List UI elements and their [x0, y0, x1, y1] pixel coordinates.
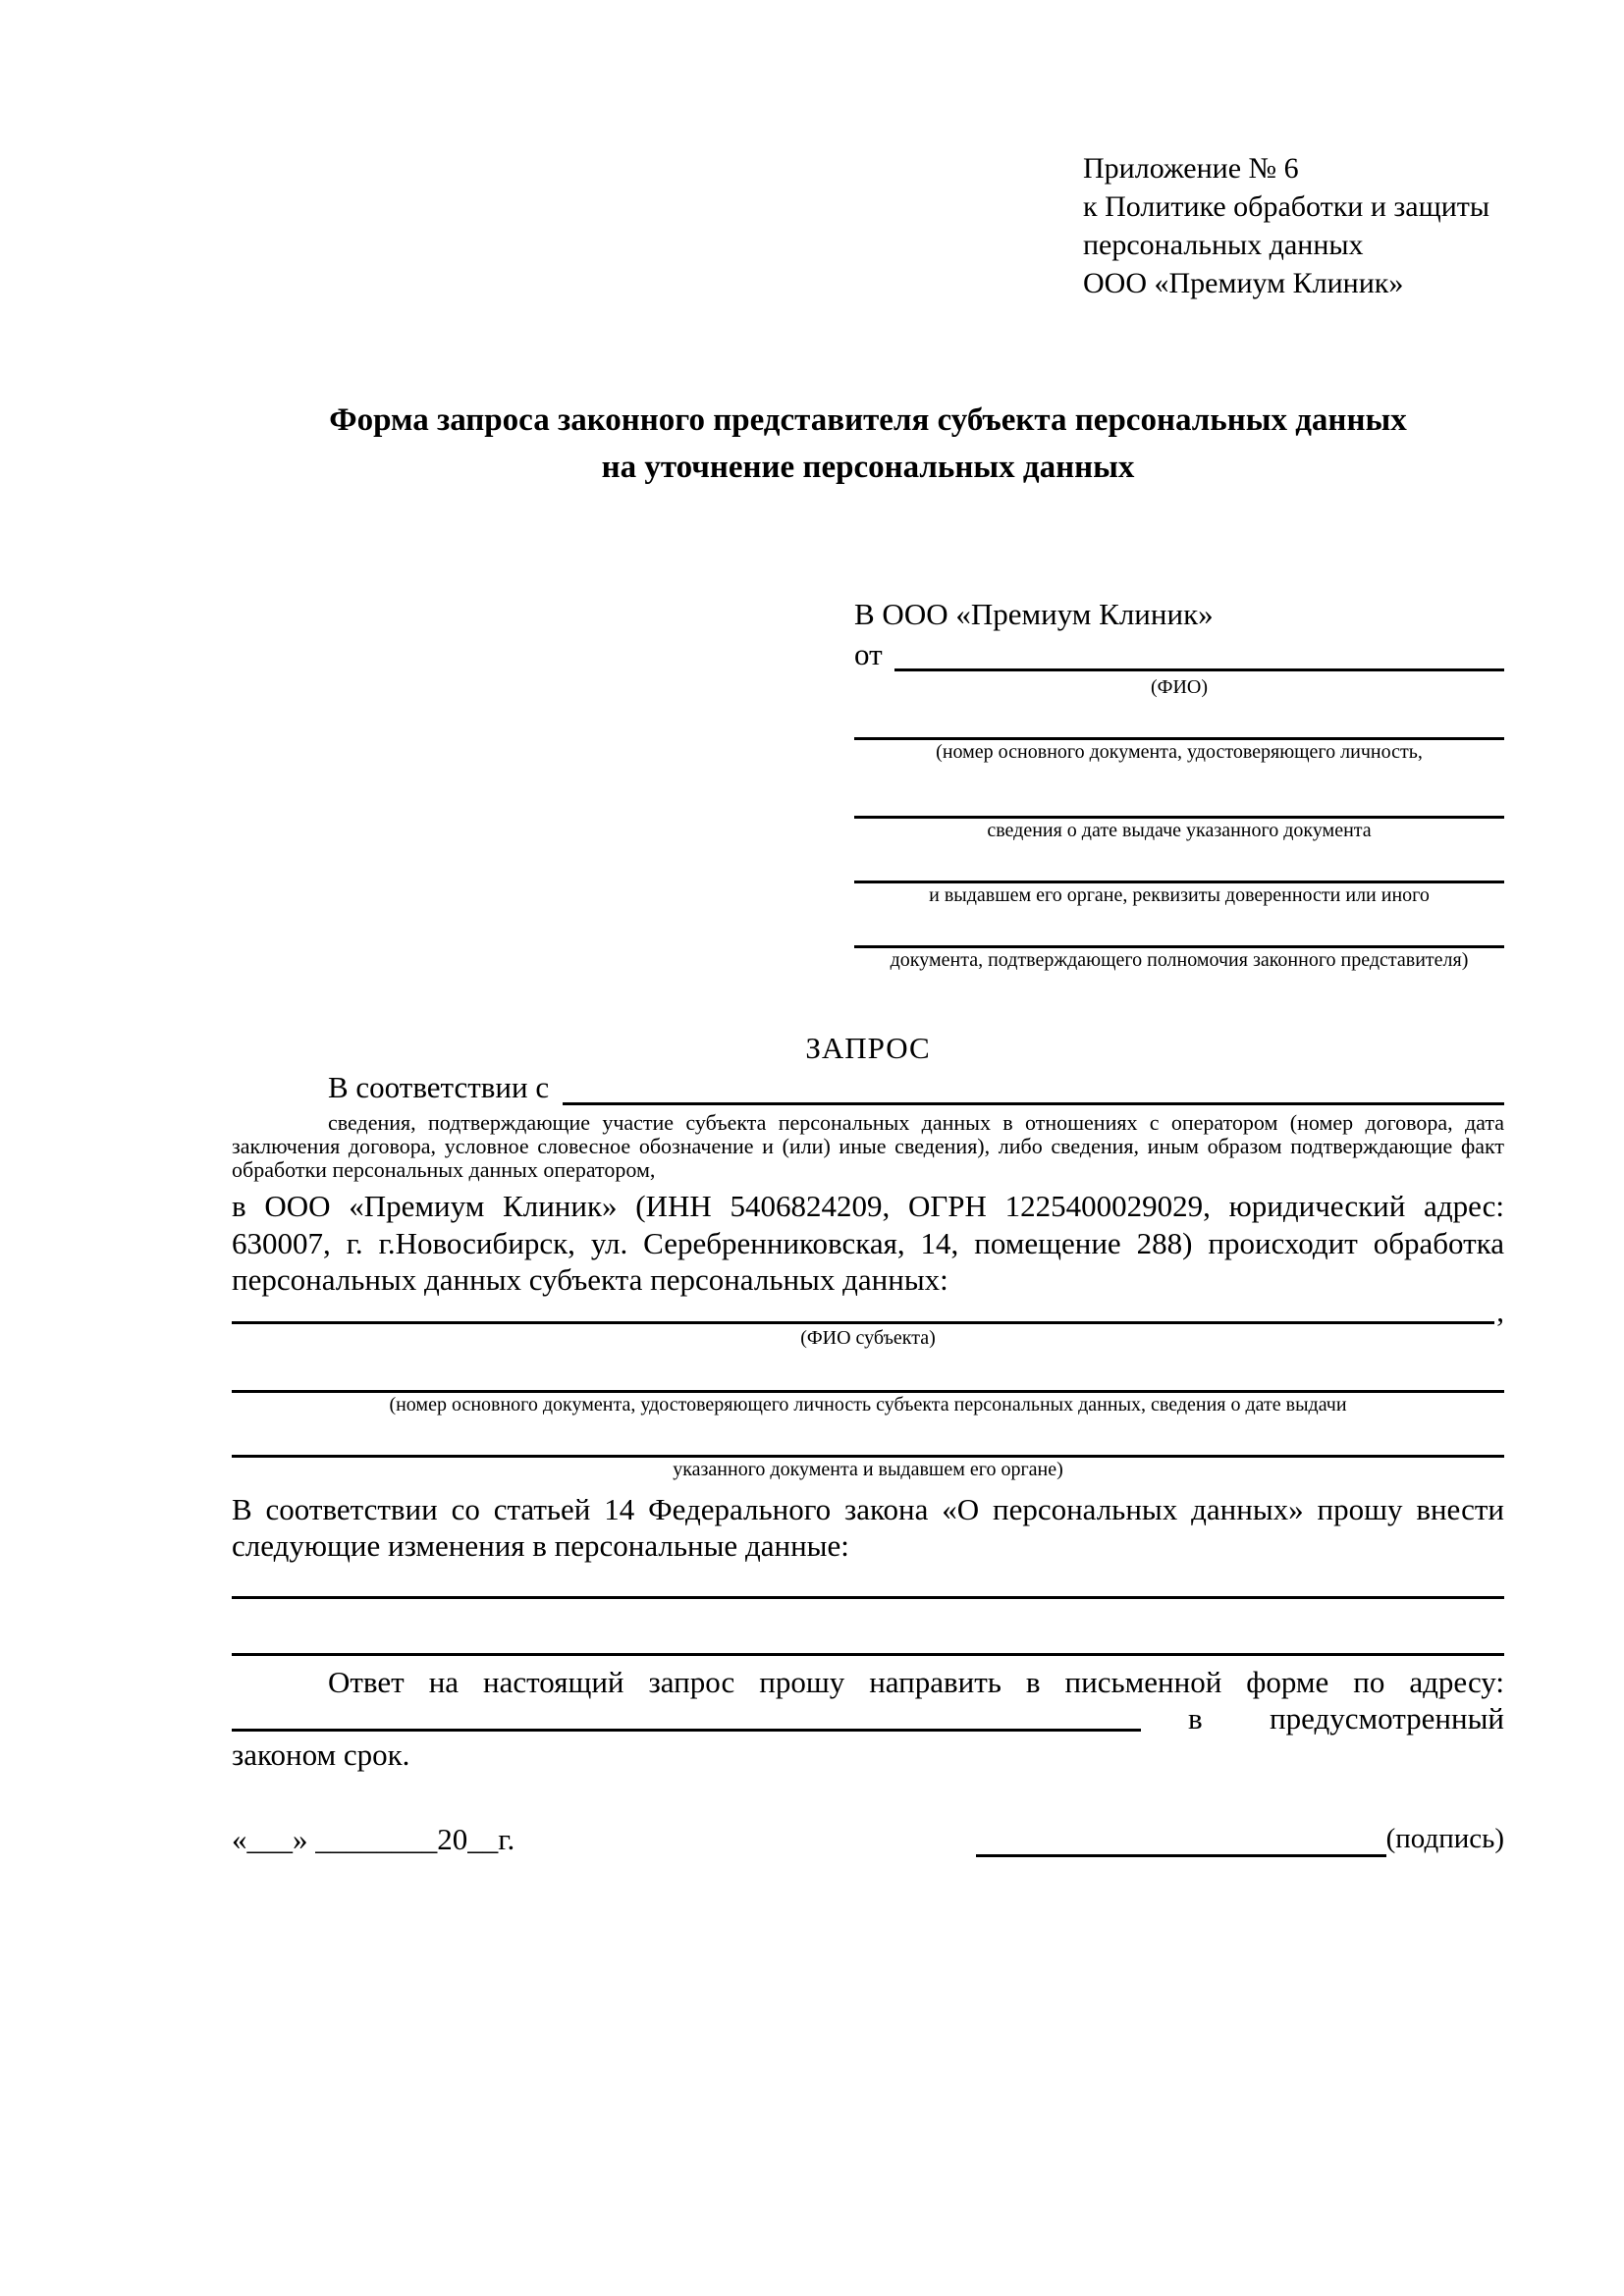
- page-content: [0, 149, 1624, 1857]
- signature-caption: (подпись): [1385, 1822, 1504, 1854]
- from-label: от: [854, 637, 883, 671]
- operator-paragraph: в ООО «Премиум Клиник» (ИНН 5406824209, ОГРН 1225400029029, юридический адрес: 630007, г. г.Новосибирск, ул. Серебренниковская, 14, помещение 288) происходит обработка персональных данных субъекта персональных данных:: [232, 1189, 1504, 1297]
- representative-doc-fill-row: [854, 881, 1504, 907]
- fill-caption: (номер основного документа, удостоверяющего личность,: [936, 741, 1423, 763]
- addressee-to: В ООО «Премиум Клиник»: [854, 597, 1214, 631]
- date-line: «___» ________20__г.: [232, 1821, 515, 1856]
- answer-word-predusmotrennyi: предусмотренный: [1270, 1700, 1504, 1735]
- fill-caption: и выдавшем его органе, реквизиты доверенности или иного: [929, 884, 1430, 906]
- subject-fio-fill-line: [232, 1321, 1494, 1324]
- annex-line: Приложение № 6: [1083, 152, 1299, 185]
- subject-doc-caption-1: (номер основного документа, удостоверяющего личность субъекта персональных данных, сведения о дате выдачи: [389, 1393, 1347, 1415]
- accordance-caption: сведения, подтверждающие участие субъекта персональных данных в отношениях с оператором (номер договора, дата заключения договора, условное словесное обозначение и (или) иные сведения), либо сведения, иным образом подтверждающие факт обработки персональных данных оператором,: [232, 1110, 1504, 1182]
- from-fill-line: [894, 640, 1504, 671]
- subject-doc-fill-row: [232, 1390, 1504, 1416]
- answer-word-v: в: [1188, 1700, 1203, 1735]
- representative-doc-fill-row: [854, 816, 1504, 842]
- subject-fio-caption: (ФИО субъекта): [800, 1326, 936, 1349]
- annex-line: персональных данных: [1083, 229, 1364, 261]
- changes-fill-line: [232, 1596, 1504, 1599]
- request-heading: ЗАПРОС: [805, 1031, 931, 1065]
- fill-caption: документа, подтверждающего полномочия законного представителя): [890, 949, 1469, 971]
- address-fill-line: [232, 1702, 1141, 1732]
- subject-fio-row: [232, 1293, 1504, 1328]
- document-title: [232, 397, 1504, 491]
- subject-doc-caption-2: указанного документа и выдавшем его органе): [673, 1458, 1063, 1480]
- signature-group: [976, 1821, 1504, 1857]
- article-paragraph: В соответствии со статьей 14 Федерального закона «О персональных данных» прошу внести следующие изменения в персональные данные:: [232, 1491, 1504, 1563]
- accordance-label: В соответствии с: [328, 1070, 550, 1104]
- footer-row: [232, 1821, 1504, 1857]
- answer-line-2: [232, 1700, 1504, 1736]
- from-row: [854, 637, 1504, 671]
- subject-doc-fill-row: [232, 1455, 1504, 1481]
- changes-fill-line: [232, 1653, 1504, 1656]
- title-line-1: Форма запроса законного представителя субъекта персональных данных: [329, 402, 1407, 438]
- trailing-comma: ,: [1496, 1293, 1504, 1328]
- addressee-block: [854, 595, 1504, 972]
- representative-doc-fill-row: [854, 737, 1504, 764]
- fill-caption: сведения о дате выдаче указанного документа: [987, 820, 1372, 841]
- accordance-row: [232, 1070, 1504, 1105]
- answer-paragraph: [232, 1664, 1504, 1774]
- annex-line: к Политике обработки и защиты: [1083, 190, 1490, 223]
- accordance-fill-line: [563, 1070, 1504, 1105]
- representative-doc-fill-row: [854, 945, 1504, 972]
- answer-line-1: Ответ на настоящий запрос прошу направить в письменной форме по адресу:: [328, 1664, 1504, 1699]
- annex-block: [1083, 149, 1504, 302]
- signature-fill-line: [976, 1830, 1386, 1857]
- annex-line: ООО «Премиум Клиник»: [1083, 267, 1404, 299]
- answer-line-3: законом срок.: [232, 1737, 410, 1772]
- fio-caption: (ФИО): [1150, 676, 1208, 698]
- title-line-2: на уточнение персональных данных: [601, 450, 1135, 485]
